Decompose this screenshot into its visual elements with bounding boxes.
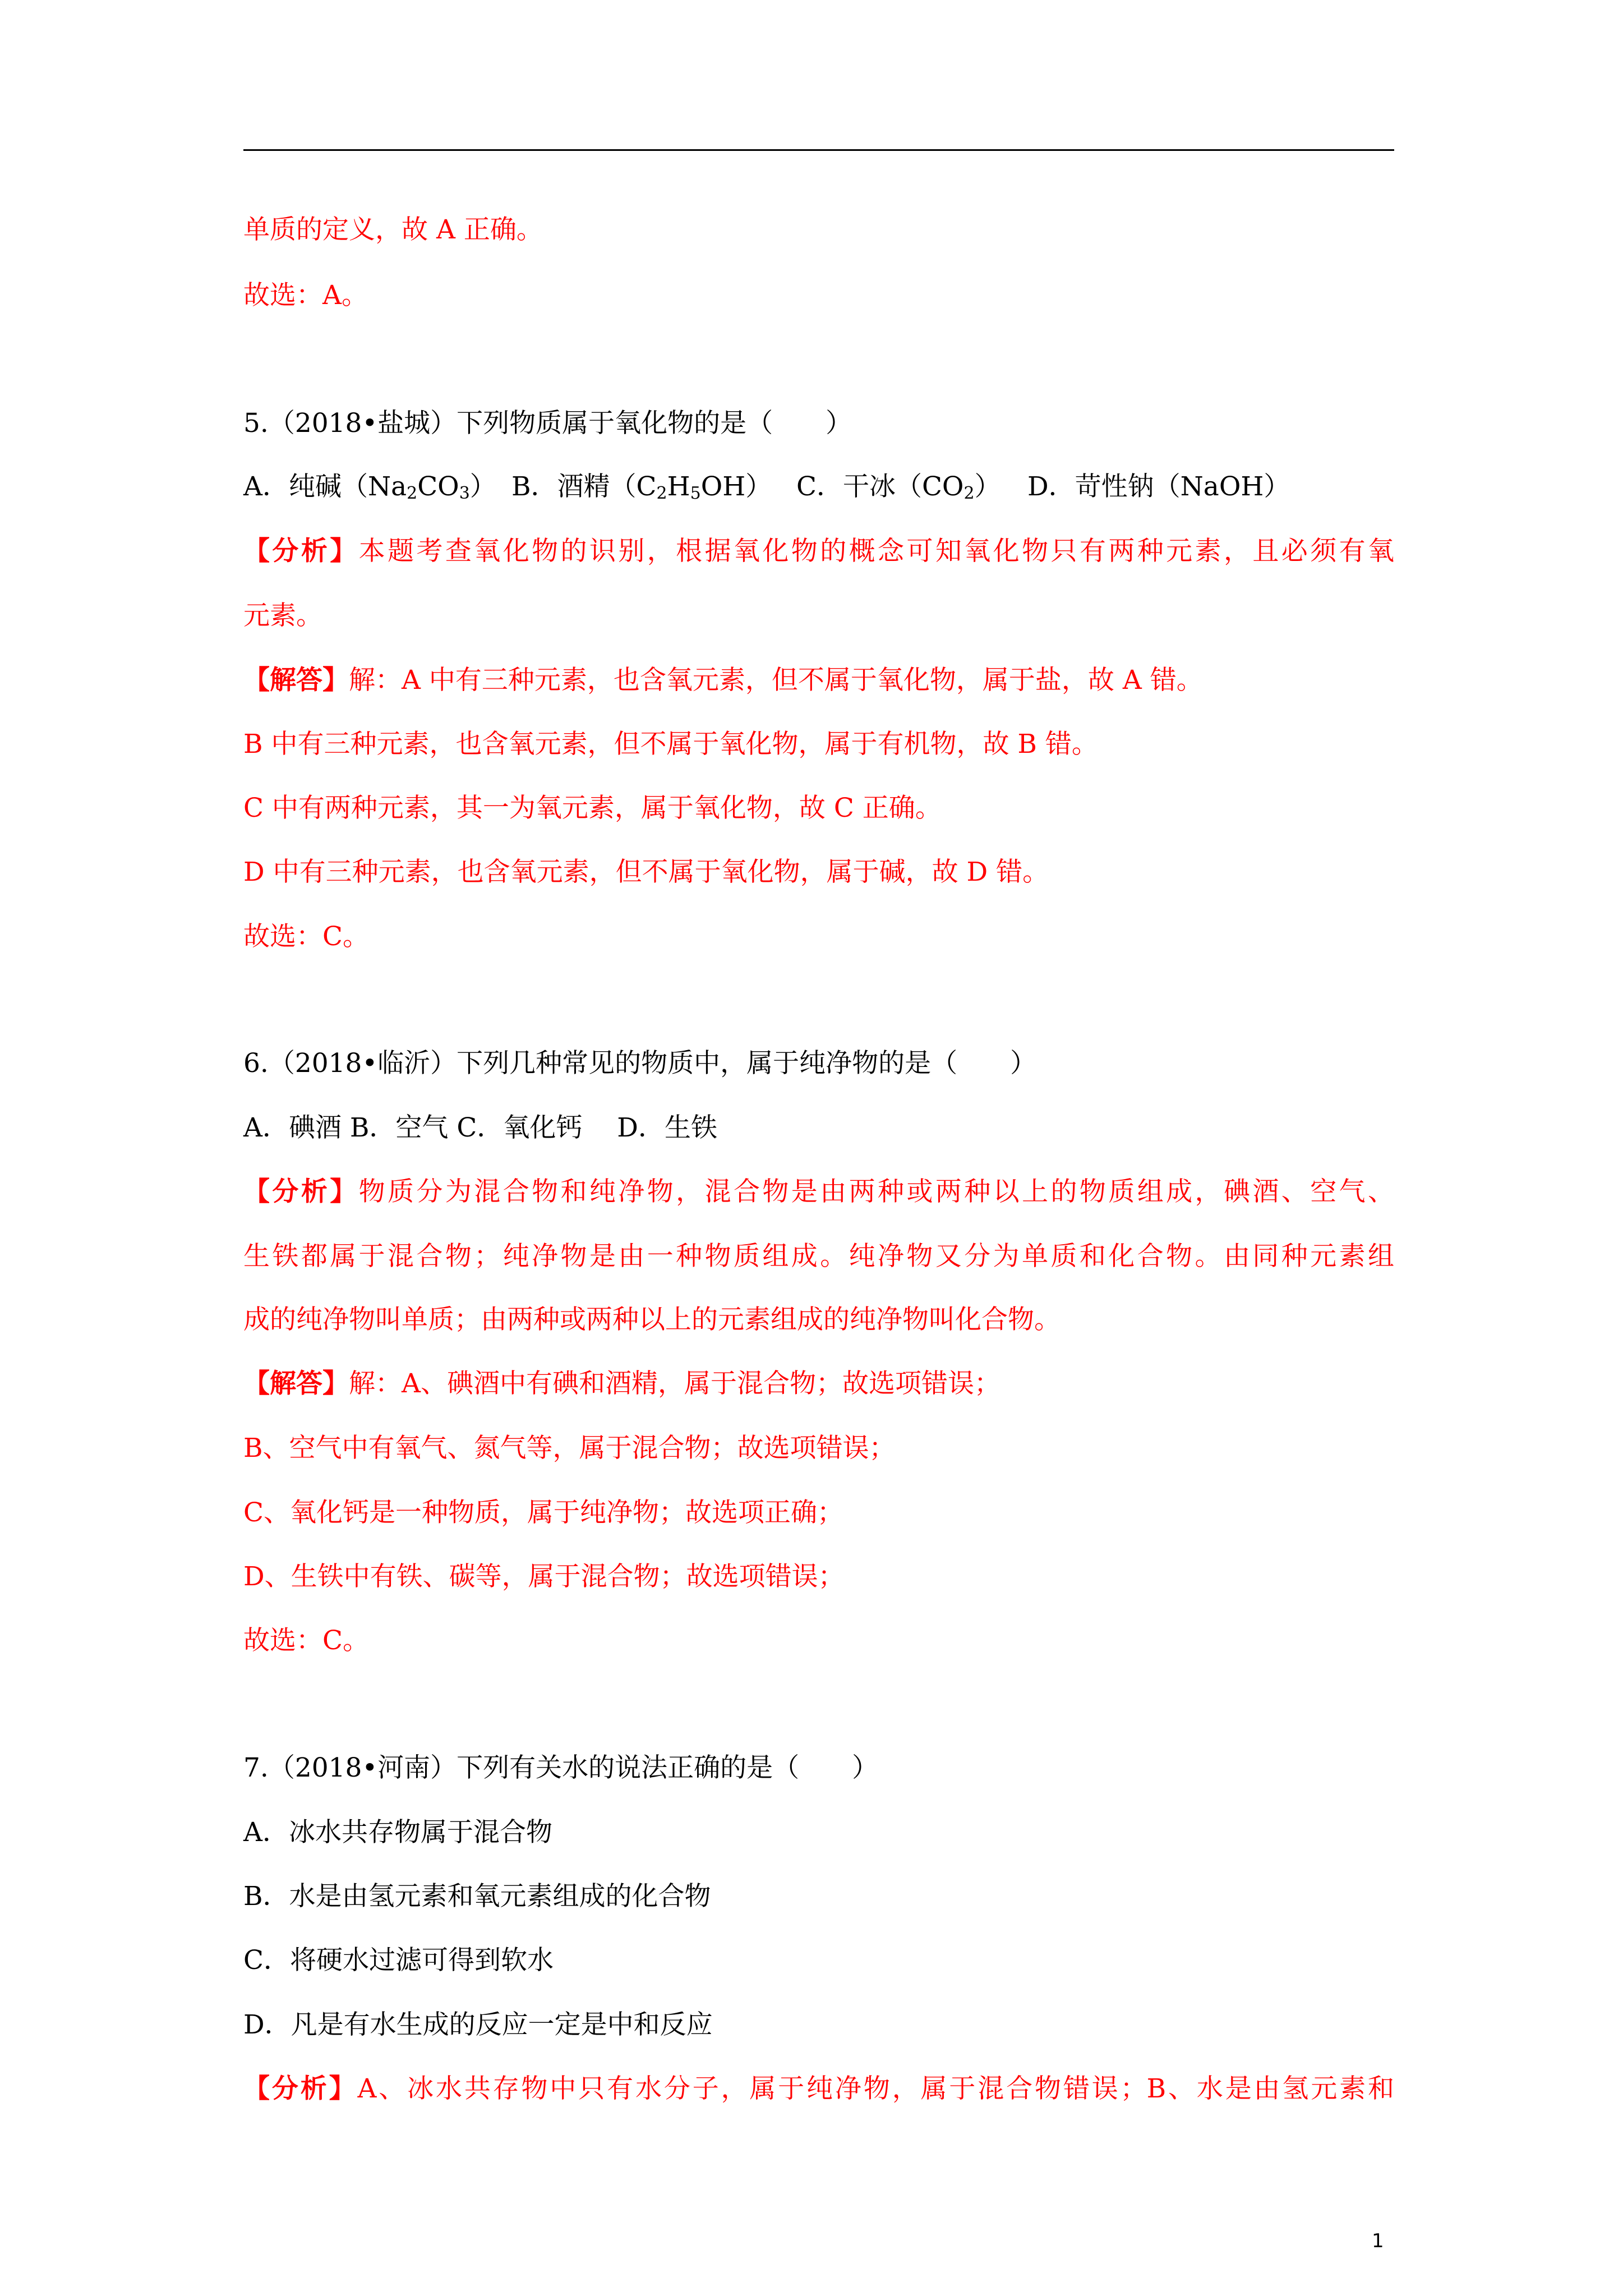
q5-option-d: D．苛性钠（NaOH） [1027, 471, 1290, 502]
q7-stem: 7.（2018•河南）下列有关水的说法正确的是（ ） [243, 1752, 879, 1783]
q5-option-b: B．酒精$(C_2H_5OH)$ [511, 471, 772, 503]
q7-option-c: C．将硬水过滤可得到软水 [243, 1945, 554, 1976]
q6-answer-tag: 【解答】 [243, 1368, 349, 1399]
q7-analysis: 【分析】A、冰水共存物中只有水分子，属于纯净物，属于混合物错误；B、水是由氢元素和 [243, 2073, 1394, 2104]
q7-option-d: D．凡是有水生成的反应一定是中和反应 [243, 2009, 713, 2040]
q6-answer-line4: D、生铁中有铁、碳等，属于混合物；故选项错误； [243, 1561, 845, 1592]
q5-analysis: 【分析】本题考查氧化物的识别，根据氧化物的概念可知氧化物只有两种元素，且必须有氧 [243, 536, 1395, 567]
q6-options: A．碘酒 B．空气 C．氧化钙 D．生铁 [243, 1112, 717, 1143]
q7-option-b: B．水是由氢元素和氧元素组成的化合物 [243, 1881, 711, 1912]
q6-answer-line3: C、氧化钙是一种物质，属于纯净物；故选项正确； [243, 1497, 843, 1528]
q5-option-c: C．干冰$(CO_2)$ [796, 471, 1001, 503]
continuation-choose: 故选：A。 [243, 280, 368, 311]
q5-answer-line4: D 中有三种元素，也含氧元素，但不属于氧化物，属于碱，故 D 错。 [243, 857, 1049, 887]
q5-choose: 故选：C。 [243, 921, 369, 952]
q6-analysis-line2: 生铁都属于混合物；纯净物是由一种物质组成。纯净物又分为单质和化合物。由同种元素组 [243, 1241, 1394, 1272]
q7-analysis-tag: 【分析】 [243, 2073, 358, 2104]
q5-answer-tag: 【解答】 [243, 665, 349, 696]
q6-answer: 【解答】解：A、碘酒中有碘和酒精，属于混合物；故选项错误； [243, 1368, 1000, 1399]
q7-option-a: A．冰水共存物属于混合物 [243, 1817, 552, 1848]
continuation-line: 单质的定义，故 A 正确。 [243, 214, 543, 245]
q6-analysis-tag: 【分析】 [243, 1176, 359, 1207]
q5-answer: 【解答】解：A 中有三种元素，也含氧元素，但不属于氧化物，属于盐，故 A 错。 [243, 665, 1203, 696]
q6-answer-line2: B、空气中有氧气、氮气等，属于混合物；故选项错误； [243, 1433, 896, 1464]
q6-analysis: 【分析】物质分为混合物和纯净物，混合物是由两种或两种以上的物质组成，碘酒、空气、 [243, 1176, 1395, 1207]
q5-options [243, 470, 1290, 504]
q6-analysis-line3: 成的纯净物叫单质；由两种或两种以上的元素组成的纯净物叫化合物。 [243, 1304, 1061, 1335]
q5-answer-line3: C 中有两种元素，其一为氧元素，属于氧化物，故 C 正确。 [243, 793, 942, 823]
q5-option-a: A．纯碱$(Na_2CO_3)$ [243, 471, 496, 503]
page-number: 1 [1372, 2230, 1384, 2252]
q5-stem: 5.（2018•盐城）下列物质属于氧化物的是（ ） [243, 408, 852, 439]
header-rule [243, 149, 1394, 151]
q5-analysis-line2: 元素。 [243, 600, 322, 631]
q5-answer-line2: B 中有三种元素，也含氧元素，但不属于氧化物，属于有机物，故 B 错。 [243, 729, 1098, 760]
q6-choose: 故选：C。 [243, 1625, 369, 1656]
q5-analysis-tag: 【分析】 [243, 536, 359, 567]
q6-stem: 6.（2018•临沂）下列几种常见的物质中，属于纯净物的是（ ） [243, 1048, 1037, 1079]
